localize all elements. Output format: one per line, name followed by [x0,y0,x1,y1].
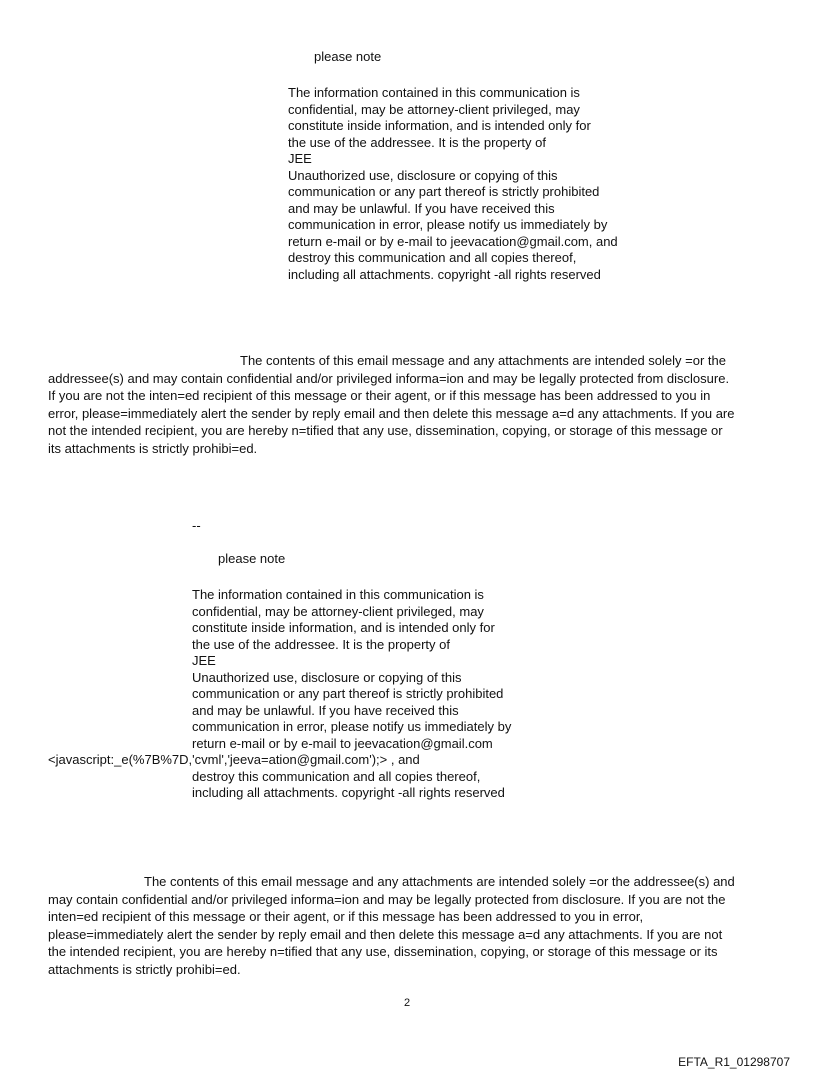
disclaimer-2-line: attachments is strictly prohibi=ed. [48,961,241,977]
disclaimer-1-line: If you are not the inten=ed recipient of this message or their agent, or if this message has been addressed to you in [48,388,711,403]
notice-2-line: confidential, may be attorney-client privileged, may [192,603,484,619]
notice-1-line: Unauthorized use, disclosure or copying of this [288,167,558,183]
notice-2-line: constitute inside information, and is intended only for [192,620,495,635]
disclaimer-2-line: The contents of this email message and any attachments are intended solely =or the addressee(s) and [144,874,735,889]
notice-1-line: JEE [288,151,312,166]
notice-2-line: communication or any part thereof is strictly prohibited [192,686,504,701]
disclaimer-2-line: the intended recipient, you are hereby n=tified that any use, dissemination, copying, or storage of this message or its [48,944,718,959]
notice-1-line: communication in error, please notify us immediately by [288,217,608,232]
page-number: 2 [404,997,411,1009]
notice-2-line: JEE [192,653,216,668]
notice-1-line: including all attachments. copyright -all rights reserved [288,266,601,282]
notice-1-line: destroy this communication and all copies thereof, [288,250,577,265]
notice-2-line: and may be unlawful. If you have received this [192,702,459,718]
notice-1-heading: please note [314,49,382,64]
notice-1-body [288,85,618,283]
disclaimer-1-line: not the intended recipient, you are hereby n=tified that any use, dissemination, copying, or storage of this message or [48,423,723,438]
notice-1-line: the use of the addressee. It is the property of [288,134,546,150]
notice-2-line: Unauthorized use, disclosure or copying of this [192,669,462,685]
disclaimer-2-line: may contain confidential and/or privileged informa=ion and may be legally protected from disclosure. If you are not the [48,891,726,907]
notice-2-line: return e-mail or by e-mail to jeevacation@gmail.com [192,735,493,751]
disclaimer-1 [48,352,735,457]
notice-1-line: The information contained in this communication is [288,85,580,100]
bates-number: EFTA_R1_01298707 [678,1055,790,1069]
notice-1-line: and may be unlawful. If you have received this [288,200,555,216]
disclaimer-2-line: please=immediately alert the sender by reply email and then delete this message a=d any attachments. If you are not [48,926,723,942]
notice-2-body [48,587,511,802]
disclaimer-2-line: inten=ed recipient of this message or their agent, or if this message has been addressed to you in error, [48,909,644,924]
notice-2-line: the use of the addressee. It is the property of [192,636,450,652]
notice-2-heading: please note [218,551,286,566]
notice-1-line: communication or any part thereof is strictly prohibited [288,184,600,199]
notice-2-line: communication in error, please notify us immediately by [192,719,512,734]
notice-2-line: destroy this communication and all copies thereof, [192,768,481,784]
notice-1-line: constitute inside information, and is intended only for [288,118,591,133]
disclaimer-1-line: addressee(s) and may contain confidential and/or privileged informa=ion and may be legally protected from disclosure. [48,370,730,386]
disclaimer-1-line: error, please=immediately alert the sender by reply email and then delete this message a=d any attachments. If you are [48,405,735,421]
separator: -- [192,518,201,533]
notice-2-line: including all attachments. copyright -all rights reserved [192,785,505,800]
notice-2-line: The information contained in this communication is [192,587,484,602]
notice-1-line: return e-mail or by e-mail to jeevacation@gmail.com, and [288,233,618,249]
javascript-link-line: <javascript:_e(%7B%7D,'cvml','jeeva=ation@gmail.com');> , and [48,752,420,767]
disclaimer-1-line: The contents of this email message and any attachments are intended solely =or the [240,353,726,368]
notice-1-line: confidential, may be attorney-client privileged, may [288,101,580,117]
disclaimer-2 [48,873,735,978]
disclaimer-1-line: its attachments is strictly prohibi=ed. [48,440,258,456]
